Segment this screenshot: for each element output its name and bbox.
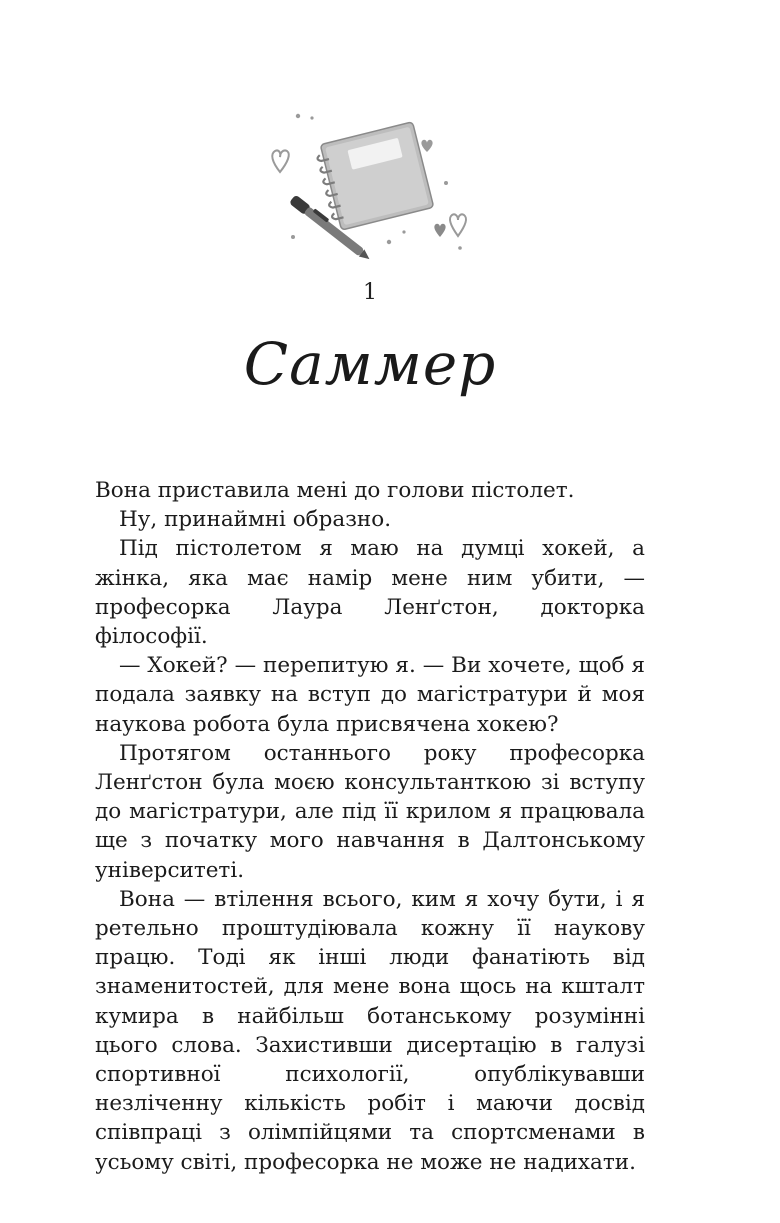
notebook-pen-hearts-icon	[255, 110, 485, 270]
paragraph: — Хокей? — перепитую я. — Ви хочете, щоб я подала заявку на вступ до магістратури й моя наукова робота була присвячена хокею?	[95, 653, 645, 737]
chapter-number: 1	[363, 280, 377, 305]
paragraph: Вона приставила мені до голови пістолет.	[95, 478, 575, 503]
paragraph: Протягом останнього року професорка Ленґстон була моєю консультанткою зі вступу до магістратури, але під її крилом я працювала ще з початку мого навчання в Далтонському університеті.	[95, 740, 645, 883]
paragraph: Під пістолетом я маю на думці хокей, а жінка, яка має намір мене ним убити, — професорка Лаура Ленґстон, докторка філософії.	[95, 536, 645, 650]
paragraph: Вона — втілення всього, ким я хочу бути, і я ретельно проштудіювала кожну її наукову працю. Тоді як інші люди фанатіють від знаменитостей, для мене вона щось на кшталт кумира в найбільш ботанському розумінні цього слова. Захистивши дисертацію в галузі спортивної психології, опублікувавши незліченну кількість робіт і маючи досвід співпраці з олімпійцями та спортсменами в усьому світі, професорка не може не надихати.	[95, 886, 645, 1175]
chapter-body	[95, 476, 645, 1177]
chapter-title: Саммер	[243, 330, 497, 398]
paragraph: Ну, принаймні образно.	[119, 507, 392, 533]
